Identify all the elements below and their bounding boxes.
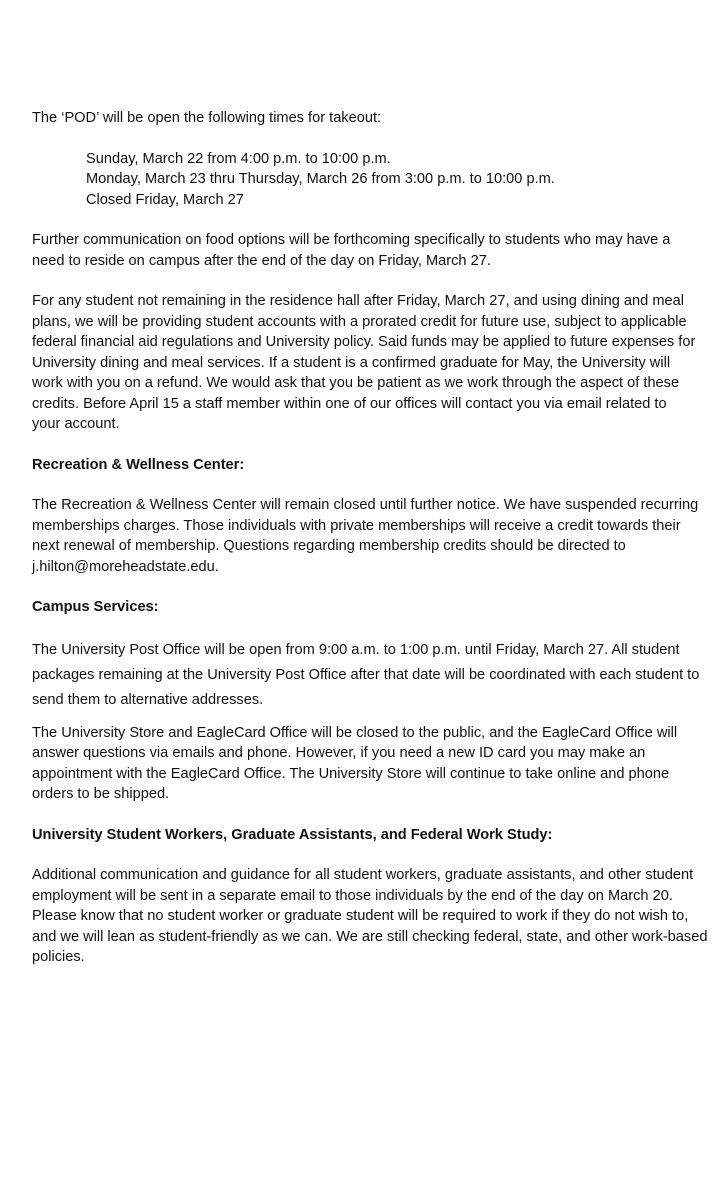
email-link[interactable]: j.hilton@moreheadstate.edu. — [32, 558, 219, 575]
paragraph-line: work with you on a refund. We would ask that you be patient as we work through the aspect of these — [32, 375, 680, 391]
post-office-paragraph — [32, 638, 728, 713]
paragraph-line: send them to alternative addresses. — [32, 691, 264, 708]
paragraph-line: appointment with the EagleCard Office. The University Store will continue to take online and phone — [32, 765, 670, 782]
paragraph-line: Additional communication and guidance for all student workers, graduate assistants, and other student — [32, 867, 694, 883]
recreation-heading: Recreation & Wellness Center: — [32, 456, 245, 473]
campus-services-heading: Campus Services: — [32, 599, 159, 615]
paragraph-line: federal financial aid regulations and University policy. Said funds may be applied to future expenses for — [32, 334, 696, 350]
paragraph-line: memberships charges. Those individuals with private memberships will receive a credit towards their — [32, 517, 681, 534]
paragraph-line: and we will lean as student-friendly as we can. We are still checking federal, state, and other work-based — [32, 928, 708, 945]
document-page — [32, 108, 728, 968]
pod-intro: The ‘POD’ will be open the following times for takeout: — [32, 110, 382, 126]
paragraph-line: packages remaining at the University Post Office after that date will be coordinated with each student to — [32, 666, 700, 683]
paragraph-line: employment will be sent in a separate email to those individuals by the end of the day on March 20. — [32, 887, 673, 904]
further-communication-paragraph — [32, 230, 728, 271]
pod-hours-item: Sunday, March 22 from 4:00 p.m. to 10:00 p.m. — [86, 150, 391, 167]
paragraph-line: Further communication on food options will be forthcoming specifically to students who may have a — [32, 232, 671, 248]
paragraph-line: your account. — [32, 416, 120, 432]
paragraph-line: University dining and meal services. If a student is a confirmed graduate for May, the University will — [32, 354, 671, 371]
paragraph-line: The University Store and EagleCard Office will be closed to the public, and the EagleCard Office will — [32, 724, 678, 741]
paragraph-line: credits. Before April 15 a staff member within one of our offices will contact you via email related to — [32, 395, 667, 412]
store-paragraph — [32, 723, 728, 805]
student-workers-paragraph — [32, 865, 728, 968]
paragraph-line: need to reside on campus after the end of the day on Friday, March 27. — [32, 252, 491, 269]
recreation-paragraph — [32, 495, 728, 577]
pod-hours-item: Monday, March 23 thru Thursday, March 26 from 3:00 p.m. to 10:00 p.m. — [86, 171, 555, 187]
paragraph-line: policies. — [32, 949, 85, 965]
paragraph-line: plans, we will be providing student accounts with a prorated credit for future use, subject to applicable — [32, 313, 687, 330]
paragraph-line: next renewal of membership. Questions regarding membership credits should be directed to — [32, 538, 626, 554]
paragraph-line: orders to be shipped. — [32, 786, 170, 802]
paragraph-line: The Recreation & Wellness Center will remain closed until further notice. We have suspended recurring — [32, 497, 699, 513]
pod-hours-item: Closed Friday, March 27 — [86, 191, 244, 208]
paragraph-line: The University Post Office will be open from 9:00 a.m. to 1:00 p.m. until Friday, March 27. All student — [32, 641, 680, 658]
paragraph-line: answer questions via emails and phone. However, if you need a new ID card you may make an — [32, 745, 646, 761]
paragraph-line: Please know that no student worker or graduate student will be required to work if they do not wish to, — [32, 908, 689, 924]
pod-hours-list — [32, 149, 728, 211]
student-workers-heading: University Student Workers, Graduate Assistants, and Federal Work Study: — [32, 826, 553, 843]
meal-credit-paragraph — [32, 291, 728, 435]
paragraph-line: For any student not remaining in the residence hall after Friday, March 27, and using dining and meal — [32, 293, 684, 309]
